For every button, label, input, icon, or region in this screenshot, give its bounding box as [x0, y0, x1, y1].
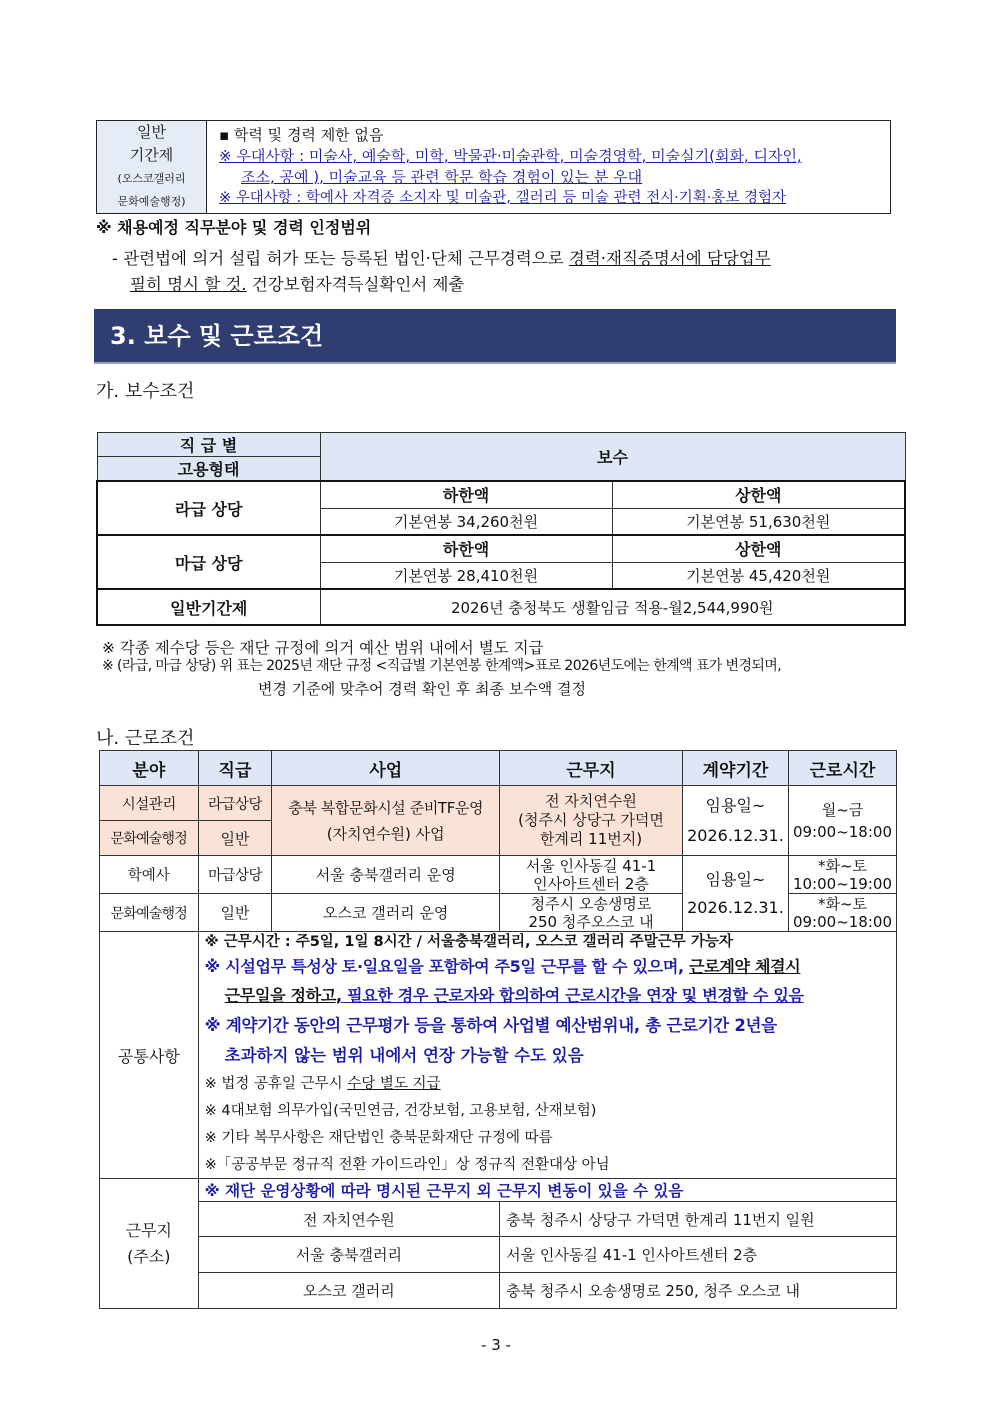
common-item-underline: 근로계약 체결시	[689, 957, 801, 976]
career-note-emphasis: 필히 명시 할 것.	[130, 275, 247, 294]
pay-header-pay: 보수	[320, 433, 905, 482]
work-place-line: (청주시 상당구 가덕면	[518, 811, 664, 829]
pay-row-label: 마급 상당	[97, 535, 320, 589]
work-period-line: 임용일~	[705, 869, 766, 889]
common-item-text: 필요한 경우 근로자와 합의하여 근로시간을 연장 및 변경할 수 있음	[341, 986, 804, 1005]
work-header-project: 사업	[272, 751, 500, 786]
work-grade: 마급상당	[198, 856, 272, 894]
work-grade: 일반	[198, 894, 272, 932]
common-item	[205, 1070, 890, 1098]
work-period	[682, 786, 788, 856]
work-grade: 라급상당	[198, 786, 272, 821]
common-item: ※ 4대보험 의무가입(국민연금, 건강보험, 고용보험, 산재보험)	[204, 1103, 597, 1119]
career-note-emphasis: 경력·재직증명서에 담당업무	[568, 249, 771, 268]
pay-fixed-value: 2026년 충청북도 생활임금 적용-월2,544,990원	[320, 589, 905, 625]
pay-high-value: 기본연봉 51,630천원	[612, 508, 905, 535]
work-hours	[788, 856, 896, 894]
pay-note-1: ※ 각종 제수당 등은 재단 규정에 의거 예산 범위 내에서 별도 지급	[102, 639, 544, 657]
work-table	[99, 750, 897, 1309]
work-grade: 일반	[198, 821, 272, 856]
pay-low-value: 기본연봉 28,410천원	[320, 562, 612, 589]
address-label-line: 근무지	[125, 1220, 172, 1240]
work-place-line: 인사아트센터 2층	[533, 874, 649, 893]
work-period-line: 2026.12.31.	[687, 825, 784, 845]
work-header-hours: 근로시간	[788, 751, 896, 786]
work-project: 오스코 갤러리 운영	[272, 894, 500, 932]
career-note-text: 건강보험자격득실확인서 제출	[246, 275, 465, 294]
address-value: 서울 인사동길 41-1 인사아트센터 2층	[500, 1237, 897, 1273]
pay-high-header: 상한액	[612, 535, 905, 562]
common-label: 공통사항	[100, 932, 199, 1179]
work-period-line: 임용일~	[705, 795, 766, 815]
career-note-line2	[130, 271, 464, 295]
work-place-line: 서울 인사동길 41-1	[525, 856, 657, 875]
pay-header-rank: 직 급 별	[97, 433, 320, 457]
eligibility-table	[96, 120, 891, 214]
common-item-underline: 수당 별도 지급	[347, 1076, 441, 1092]
work-hours-line: *화~토	[817, 856, 868, 875]
common-item	[205, 982, 890, 1010]
work-subtitle: 나. 근로조건	[96, 728, 195, 749]
pay-subtitle: 가. 보수조건	[96, 381, 195, 402]
work-hours-line: *화~토	[817, 894, 868, 913]
eligibility-label-line: 일반	[137, 123, 166, 141]
pay-low-value: 기본연봉 34,260천원	[320, 508, 612, 535]
work-project-line: (자치연수원) 사업	[326, 824, 445, 843]
address-name: 오스코 갤러리	[198, 1273, 499, 1309]
work-project	[272, 786, 500, 856]
career-note-text: - 관련법에 의거 설립 허가 또는 등록된 법인·단체 근무경력으로	[112, 249, 569, 268]
common-item: ※ 기타 복무사항은 재단법인 충북문화재단 규정에 따름	[204, 1130, 553, 1146]
common-item: ※ 근무시간 : 주5일, 1일 8시간 / 서울충북갤러리, 오스코 갤러리 주말근무 가능자	[204, 934, 733, 950]
eligibility-content-cell	[207, 121, 891, 214]
work-place-line: 250 청주오스코 내	[528, 912, 654, 931]
common-content	[198, 932, 896, 1179]
address-label-line: (주소)	[127, 1246, 171, 1266]
common-item: ※ 계약기간 동안의 근무평가 등을 통하여 사업별 예산범위내, 총 근로기간 2년을	[204, 1016, 777, 1035]
pay-note-2: ※ (라급, 마급 상당) 위 표는 2025년 재단 규정 <직급별 기본연봉 한계액>표로 2026년도에는 한계액 표가 변경되며,	[102, 658, 782, 674]
work-hours	[788, 786, 896, 856]
pay-table	[96, 432, 906, 626]
work-field: 문화예술행정	[100, 821, 199, 856]
common-item-underline: 근무일을 정하고,	[224, 986, 342, 1005]
career-note-line1	[112, 245, 771, 269]
address-name: 서울 충북갤러리	[198, 1237, 499, 1273]
work-hours-line: 09:00~18:00	[792, 912, 892, 931]
preference-2: ※ 우대사항 : 학예사 자격증 소지자 및 미술관, 갤러리 등 미술 관련 전시·기획·홍보 경험자	[219, 190, 787, 206]
preference-1-line1: ※ 우대사항 : 미술사, 예술학, 미학, 박물관·미술관학, 미술경영학, 미술실기(회화, 디자인,	[219, 147, 802, 165]
pay-fixed-label: 일반기간제	[97, 589, 320, 625]
address-note: ※ 재단 운영상황에 따라 명시된 근무지 외 근무지 변동이 있을 수 있음	[198, 1179, 896, 1202]
work-place	[500, 786, 683, 856]
work-place-line: 청주시 오송생명로	[530, 894, 652, 913]
address-value: 충북 청주시 상당구 가덕면 한계리 11번지 일원	[500, 1202, 897, 1237]
work-period	[682, 856, 788, 932]
work-hours-line: 09:00~18:00	[792, 822, 892, 841]
address-name: 전 자치연수원	[198, 1202, 499, 1237]
common-item: ※「공공부문 정규직 전환 가이드라인」상 정규직 전환대상 아님	[204, 1157, 610, 1173]
work-header-field: 분야	[100, 751, 199, 786]
work-header-period: 계약기간	[682, 751, 788, 786]
work-hours-line: 10:00~19:00	[792, 874, 892, 893]
work-field: 문화예술행정	[100, 894, 199, 932]
work-hours	[788, 894, 896, 932]
eligibility-bullet: ▪ 학력 및 경력 제한 없음	[219, 126, 384, 144]
common-item-text: ※ 법정 공휴일 근무시	[204, 1076, 348, 1092]
work-header-place: 근무지	[500, 751, 683, 786]
eligibility-label-line: 기간제	[129, 146, 174, 164]
pay-low-header: 하한액	[320, 535, 612, 562]
eligibility-label-line: (오스코갤러리	[117, 172, 186, 185]
common-item-text: ※ 시설업무 특성상 토·일요일을 포함하여 주5일 근무를 할 수 있으며,	[204, 957, 690, 976]
common-item	[205, 952, 890, 982]
eligibility-label-cell	[97, 121, 207, 214]
eligibility-label-line: 문화예술행정)	[117, 195, 186, 208]
work-place	[500, 856, 683, 894]
work-hours-line: 월~금	[821, 800, 864, 819]
common-item: 초과하지 않는 범위 내에서 연장 가능할 수도 있음	[224, 1046, 584, 1065]
work-place	[500, 894, 683, 932]
pay-row-label: 라급 상당	[97, 481, 320, 535]
pay-note-3: 변경 기준에 맞추어 경력 확인 후 최종 보수액 결정	[258, 680, 586, 698]
work-header-grade: 직급	[198, 751, 272, 786]
section-title: 3. 보수 및 근로조건	[94, 309, 896, 364]
work-place-line: 한계리 11번지)	[539, 830, 643, 848]
page-number: - 3 -	[481, 1336, 511, 1354]
address-value: 충북 청주시 오송생명로 250, 청주 오스코 내	[500, 1273, 897, 1309]
pay-low-header: 하한액	[320, 481, 612, 508]
pay-high-header: 상한액	[612, 481, 905, 508]
preference-1-line2: 조소, 공예 ), 미술교육 등 관련 학문 학습 경험이 있는 분 우대	[241, 168, 643, 186]
work-field: 학예사	[100, 856, 199, 894]
career-note-title: ※ 채용예정 직무분야 및 경력 인정범위	[96, 218, 372, 237]
work-place-line: 전 자치연수원	[545, 792, 637, 810]
pay-high-value: 기본연봉 45,420천원	[612, 562, 905, 589]
work-period-line: 2026.12.31.	[687, 897, 784, 917]
pay-header-type: 고용형태	[97, 457, 320, 482]
address-label	[100, 1179, 199, 1309]
work-field: 시설관리	[100, 786, 199, 821]
work-project: 서울 충북갤러리 운영	[272, 856, 500, 894]
work-project-line: 충북 복합문화시설 준비TF운영	[288, 798, 484, 817]
